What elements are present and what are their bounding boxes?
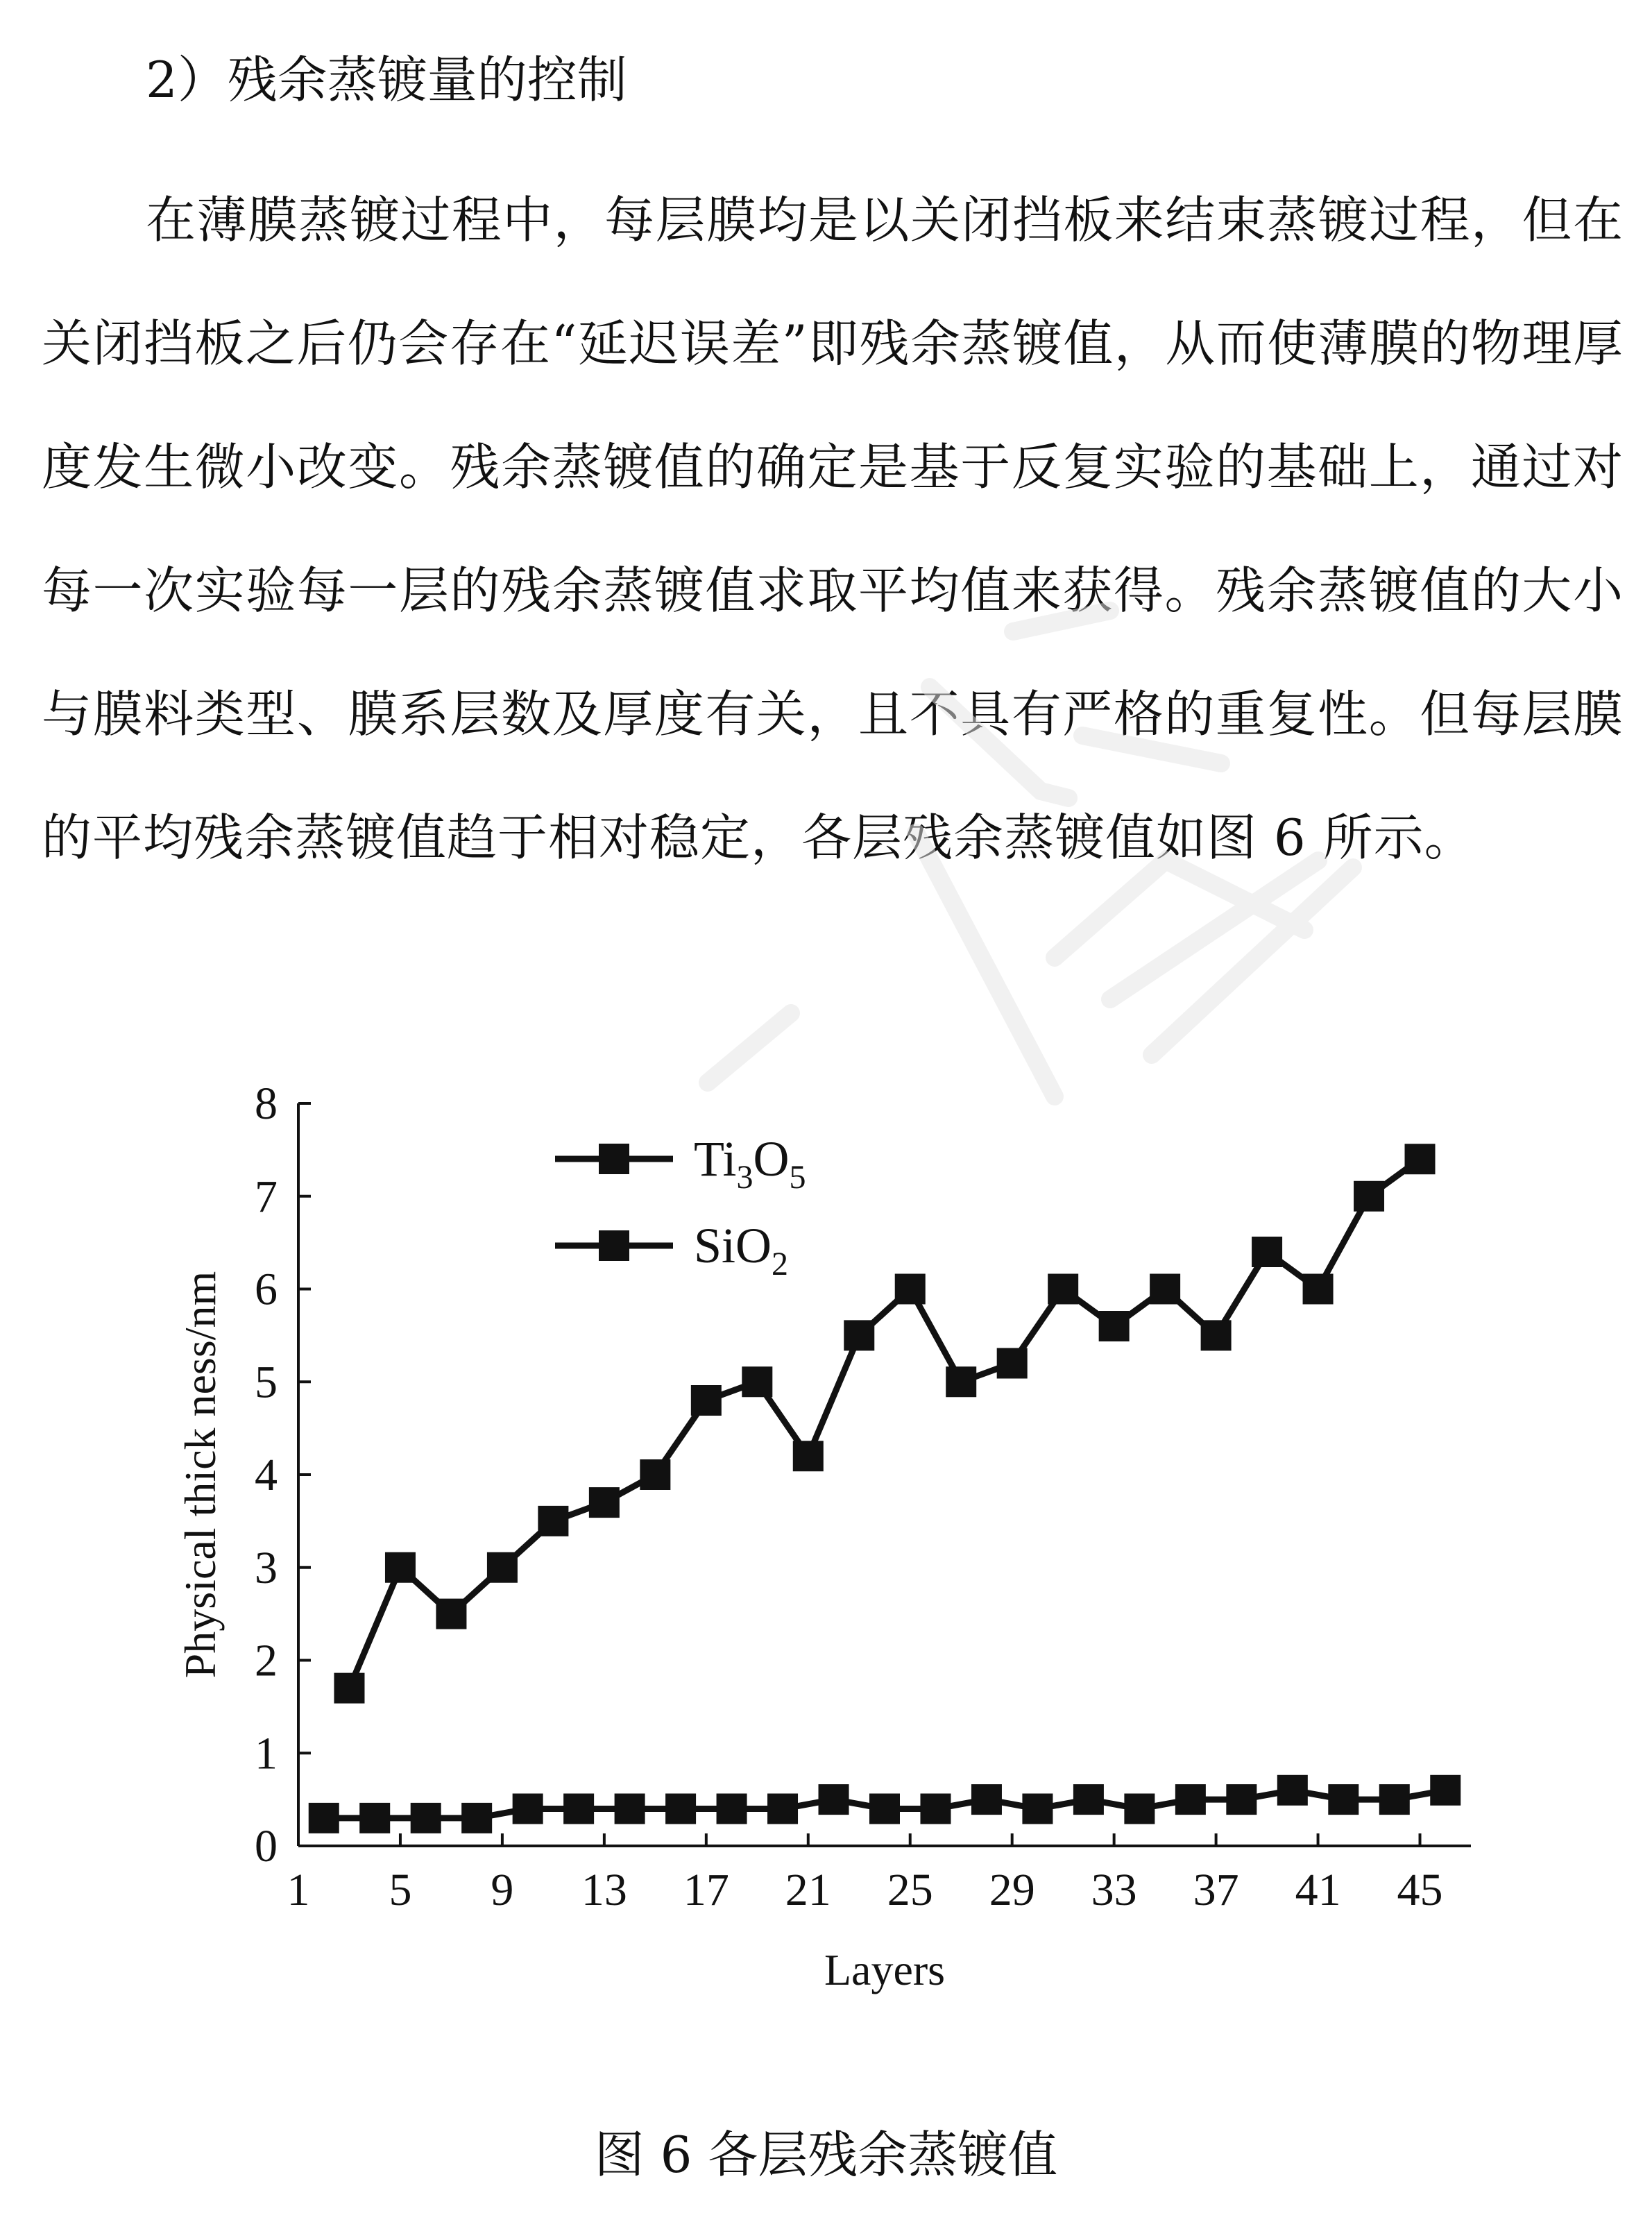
- y-tick-label: 1: [255, 1728, 278, 1779]
- x-tick-label: 17: [683, 1865, 729, 1915]
- y-tick-label: 7: [255, 1171, 278, 1222]
- legend-label: SiO$_2$: [694, 1218, 789, 1282]
- data-point: [895, 1274, 926, 1305]
- data-point: [1379, 1784, 1410, 1815]
- legend-marker: [599, 1230, 629, 1261]
- data-point: [385, 1552, 416, 1583]
- data-point: [1226, 1784, 1257, 1815]
- data-point: [1150, 1274, 1180, 1305]
- y-tick-label: 6: [255, 1264, 278, 1315]
- legend-label: $Ti_3O_5$: [694, 1131, 806, 1196]
- data-point: [997, 1348, 1028, 1379]
- y-axis-label: Physical thick ness/nm: [176, 1271, 225, 1679]
- data-point: [691, 1385, 722, 1416]
- x-tick-label: 1: [287, 1865, 310, 1915]
- section-heading: 2）残余蒸镀量的控制: [146, 51, 627, 109]
- data-point: [563, 1794, 594, 1824]
- x-tick-label: 45: [1397, 1865, 1443, 1915]
- data-point: [1048, 1274, 1078, 1305]
- data-point: [844, 1320, 874, 1350]
- x-tick-label: 5: [389, 1865, 412, 1915]
- data-point: [742, 1366, 772, 1397]
- data-point: [793, 1441, 824, 1471]
- data-point: [589, 1487, 620, 1518]
- legend-marker: [599, 1144, 629, 1174]
- x-tick-label: 9: [491, 1865, 514, 1915]
- data-point: [309, 1803, 339, 1833]
- data-point: [920, 1794, 951, 1824]
- data-point: [1303, 1274, 1334, 1305]
- data-point: [665, 1794, 696, 1824]
- data-point: [1201, 1320, 1232, 1350]
- data-point: [359, 1803, 390, 1833]
- x-axis-label: Layers: [824, 1945, 946, 1994]
- y-tick-label: 4: [255, 1450, 278, 1500]
- data-point: [767, 1794, 798, 1824]
- data-point: [971, 1784, 1002, 1815]
- data-point: [869, 1794, 900, 1824]
- data-point: [1405, 1144, 1436, 1174]
- chart-series: [309, 1144, 1461, 1833]
- data-point: [487, 1552, 518, 1583]
- data-point: [615, 1794, 645, 1824]
- data-point: [1430, 1775, 1461, 1806]
- data-point: [1175, 1784, 1206, 1815]
- x-tick-label: 13: [581, 1865, 627, 1915]
- data-point: [1354, 1181, 1384, 1212]
- data-point: [436, 1599, 466, 1629]
- y-tick-label: 5: [255, 1357, 278, 1408]
- data-point: [1328, 1784, 1359, 1815]
- data-point: [411, 1803, 441, 1833]
- data-point: [819, 1784, 849, 1815]
- x-tick-label: 41: [1295, 1865, 1341, 1915]
- figure-6-chart: [132, 1062, 1540, 2068]
- body-paragraph: 在薄膜蒸镀过程中，每层膜均是以关闭挡板来结束蒸镀过程，但在关闭挡板之后仍会存在“延迟误差”即残余蒸镀值，从而使薄膜的物理厚度发生微小改变。残余蒸镀值的确定是基于反复实验的基础上，通过对每一次实验每一层的残余蒸镀值求取平均值来获得。残余蒸镀值的大小与膜料类型、膜系层数及厚度有关，且不具有严格的重复性。但每层膜的平均残余蒸镀值趋于相对稳定，各层残余蒸镀值如图 6 所示。: [42, 191, 1624, 867]
- data-point: [334, 1673, 364, 1704]
- data-point: [461, 1803, 492, 1833]
- x-tick-label: 25: [887, 1865, 933, 1915]
- chart-legend: [555, 1131, 806, 1282]
- data-point: [1099, 1311, 1130, 1341]
- data-point: [1073, 1784, 1104, 1815]
- data-point: [1277, 1775, 1308, 1806]
- x-tick-label: 37: [1193, 1865, 1239, 1915]
- y-tick-label: 8: [255, 1078, 278, 1129]
- data-point: [946, 1366, 976, 1397]
- x-tick-label: 29: [989, 1865, 1035, 1915]
- data-point: [513, 1794, 543, 1824]
- data-point: [1252, 1237, 1282, 1267]
- y-tick-label: 3: [255, 1542, 278, 1593]
- x-tick-label: 33: [1091, 1865, 1137, 1915]
- x-tick-label: 21: [785, 1865, 831, 1915]
- data-point: [640, 1459, 670, 1490]
- data-point: [717, 1794, 747, 1824]
- data-point: [538, 1506, 568, 1536]
- y-tick-label: 2: [255, 1635, 278, 1686]
- line-chart: [132, 1062, 1540, 2068]
- data-point: [1124, 1794, 1155, 1824]
- figure-caption: 图 6 各层残余蒸镀值: [594, 2126, 1058, 2184]
- y-tick-label: 0: [255, 1821, 278, 1872]
- data-point: [1022, 1794, 1053, 1824]
